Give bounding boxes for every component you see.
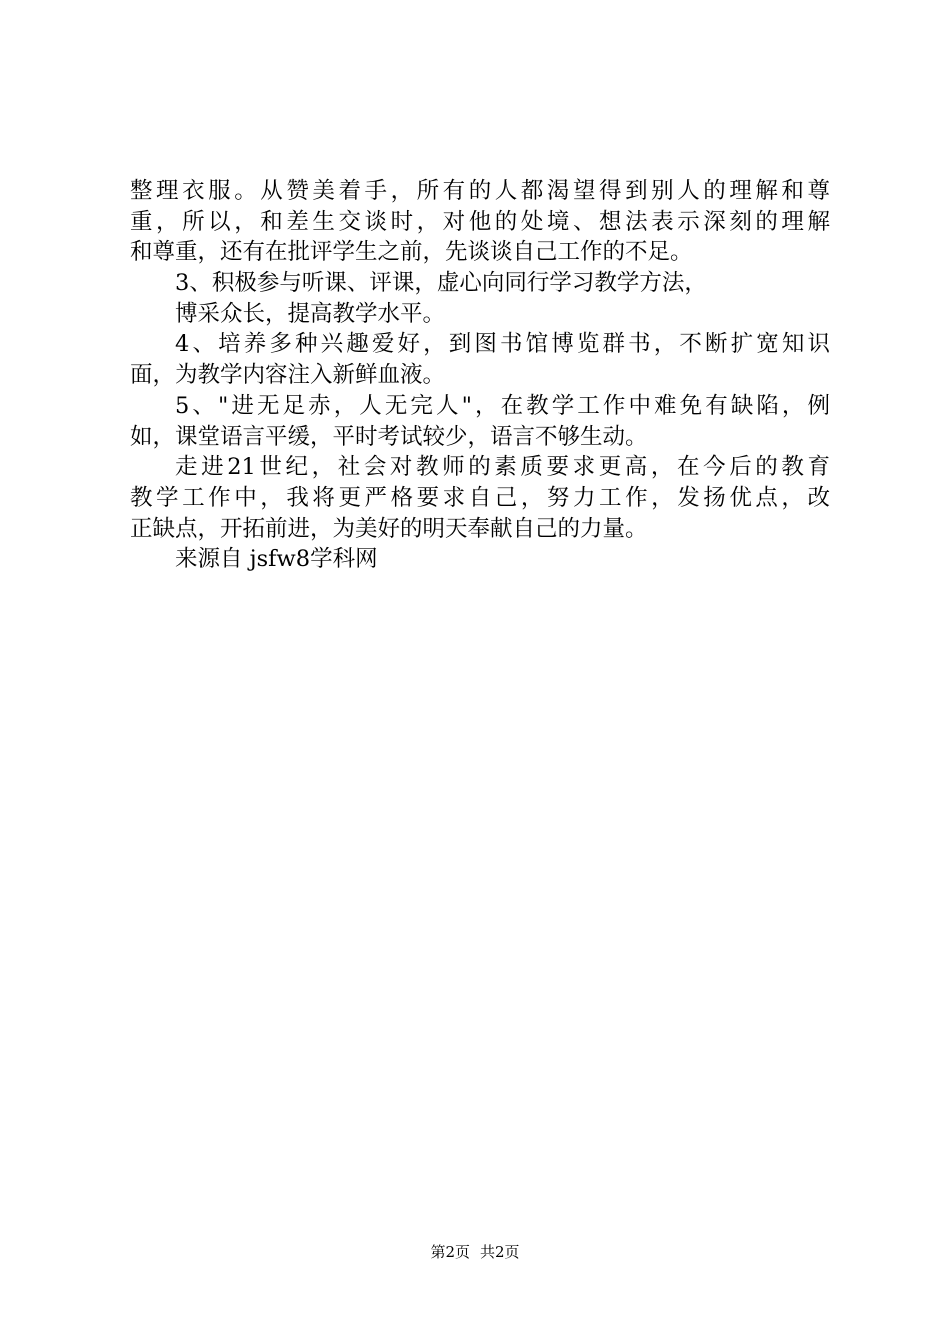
text-line: 整理衣服。从赞美着手，所有的人都渴望得到别人的理解和尊 bbox=[130, 178, 830, 204]
text-line: 博采众长，提高教学水平。 bbox=[175, 300, 446, 327]
source-line: 来源自 jsfw8学科网 bbox=[175, 546, 378, 573]
text-line: 正缺点，开拓前进，为美好的明天奉献自己的力量。 bbox=[130, 515, 648, 542]
text-line: 重，所以，和差生交谈时，对他的处境、想法表示深刻的理解 bbox=[130, 208, 830, 235]
list-item-5: 5、"进无足赤，人无完人"，在教学工作中难免有缺陷，例 bbox=[175, 392, 830, 419]
page-number-total: 共2页 bbox=[480, 1243, 520, 1261]
page-footer bbox=[0, 1242, 950, 1262]
conclusion-paragraph: 走进21世纪，社会对教师的素质要求更高，在今后的教育 bbox=[175, 454, 830, 481]
text-line: 如，课堂语言平缓，平时考试较少，语言不够生动。 bbox=[130, 423, 648, 450]
text-line: 和尊重，还有在批评学生之前，先谈谈自己工作的不足。 bbox=[130, 239, 693, 266]
page-number-current: 第2页 bbox=[430, 1243, 470, 1261]
document-body bbox=[130, 176, 830, 575]
text-line: 面，为教学内容注入新鲜血液。 bbox=[130, 362, 446, 389]
list-item-4: 4、培养多种兴趣爱好，到图书馆博览群书，不断扩宽知识 bbox=[175, 331, 830, 358]
text-line: 教学工作中，我将更严格要求自己，努力工作，发扬优点，改 bbox=[130, 484, 830, 511]
list-item-3: 3、积极参与听课、评课，虚心向同行学习教学方法， bbox=[175, 270, 707, 297]
